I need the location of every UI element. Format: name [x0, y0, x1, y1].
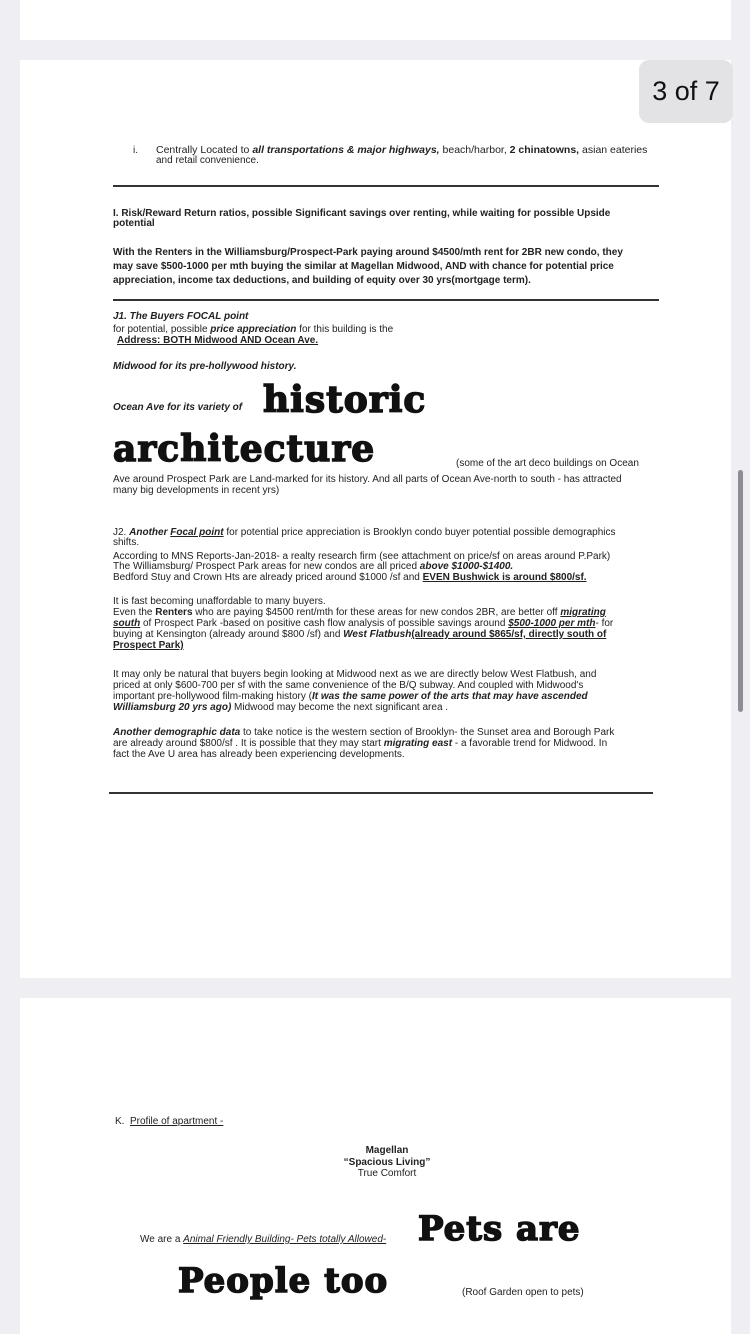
- paragraph-line: are already around $800/sf . It is possible that they may start migrating east - a favorable trend for Midwood. In: [113, 738, 608, 749]
- j2-line: The Williamsburg/ Prospect Park areas for new condos are all priced above $1000-$1400.: [113, 561, 514, 572]
- pets-line: We are a Animal Friendly Building- Pets totally Allowed-: [140, 1234, 387, 1245]
- architecture-note-cont: Ave around Prospect Park are Land-marked for its history. And all parts of Ocean Ave-north to south - has attracted: [113, 474, 622, 485]
- item-ii-heading-cont: potential: [113, 218, 155, 229]
- architecture-note-cont: many big developments in recent yrs): [113, 485, 280, 496]
- j1-line: for potential, possible price appreciation for this building is the: [113, 324, 394, 335]
- item-ii-heading: I. Risk/Reward Return ratios, possible Significant savings over renting, while waiting for possible Upside: [113, 208, 611, 219]
- j2-line: J2. Another Focal point for potential price appreciation is Brooklyn condo buyer potential possible demographics: [113, 527, 616, 538]
- document-page-3: [20, 60, 731, 978]
- paragraph-line: Prospect Park): [113, 640, 184, 651]
- paragraph-line: fact the Ave U area has already been experiencing developments.: [113, 749, 405, 760]
- item-i-text: Centrally Located to all transportations & major highways, beach/harbor, 2 chinatowns, asian eateries: [156, 144, 648, 156]
- magellan-subtitle: True Comfort: [357, 1168, 417, 1179]
- section-divider: [113, 299, 659, 301]
- renters-paragraph-line: appreciation, income tax deductions, and building of equity over 30 yrs(mortgage term).: [113, 275, 531, 286]
- item-i-continuation: and retail convenience.: [156, 155, 259, 166]
- section-k-title: Profile of apartment -: [130, 1116, 224, 1127]
- paragraph-line: Williamsburg 20 yrs ago) Midwood may become the next significant area .: [113, 702, 449, 713]
- magellan-name: Magellan: [365, 1145, 409, 1156]
- paragraph-line: Another demographic data to take notice is the western section of Brooklyn- the Sunset area and Borough Park: [113, 727, 615, 738]
- paragraph-line: It may only be natural that buyers begin looking at Midwood next as we are directly below West Flatbush, and: [113, 669, 597, 680]
- page-counter: 3 of 7: [639, 60, 733, 123]
- renters-paragraph-line: With the Renters in the Williamsburg/Prospect-Park paying around $4500/mth rent for 2BR new condo, they: [113, 247, 623, 258]
- magellan-tagline: “Spacious Living”: [343, 1157, 431, 1168]
- document-page-4: [20, 998, 731, 1334]
- pets-heading: Pets are: [418, 1209, 581, 1249]
- j2-line: Bedford Stuy and Crown Hts are already priced around $1000 /sf and EVEN Bushwick is around $800/sf.: [113, 572, 587, 583]
- midwood-line: Midwood for its pre-hollywood history.: [113, 361, 297, 372]
- section-k-number: K.: [115, 1116, 125, 1127]
- architecture-heading: architecture: [113, 428, 376, 470]
- paragraph-line: It is fast becoming unaffordable to many buyers.: [113, 596, 326, 607]
- j2-line: shifts.: [113, 537, 140, 548]
- j2-line: According to MNS Reports-Jan-2018- a realty research firm (see attachment on price/sf on areas around P.Park): [113, 551, 611, 562]
- j1-address: Address: BOTH Midwood AND Ocean Ave.: [117, 335, 319, 346]
- paragraph-line: Even the Renters who are paying $4500 rent/mth for these areas for new condos 2BR, are better off migrating: [113, 607, 606, 618]
- paragraph-line: south of Prospect Park -based on positive cash flow analysis of possible savings around $500-1000 per mth- for: [113, 618, 614, 629]
- renters-paragraph-line: may save $500-1000 per mth buying the similar at Magellan Midwood, AND with chance for potential price: [113, 261, 614, 272]
- j1-title: J1. The Buyers FOCAL point: [113, 311, 249, 322]
- roof-garden-note: (Roof Garden open to pets): [462, 1287, 584, 1298]
- item-i-number: i.: [133, 145, 138, 156]
- section-divider: [113, 185, 659, 187]
- paragraph-line: buying at Kensington (already around $800 /sf) and West Flatbush(already around $865/sf, directly south of: [113, 629, 607, 640]
- people-heading: People too: [178, 1261, 389, 1301]
- paragraph-line: important pre-hollywood film-making history (It was the same power of the arts that may have ascended: [113, 691, 588, 702]
- historic-heading: historic: [263, 379, 427, 421]
- previous-page: [20, 0, 731, 40]
- section-divider: [109, 792, 653, 794]
- paragraph-line: priced at only $600-700 per sf with the same convenience of the B/Q subway. And coupled with Midwood's: [113, 680, 584, 691]
- ocean-ave-line: Ocean Ave for its variety of: [113, 402, 243, 413]
- architecture-note: (some of the art deco buildings on Ocean: [456, 458, 639, 469]
- scrollbar[interactable]: [738, 470, 743, 712]
